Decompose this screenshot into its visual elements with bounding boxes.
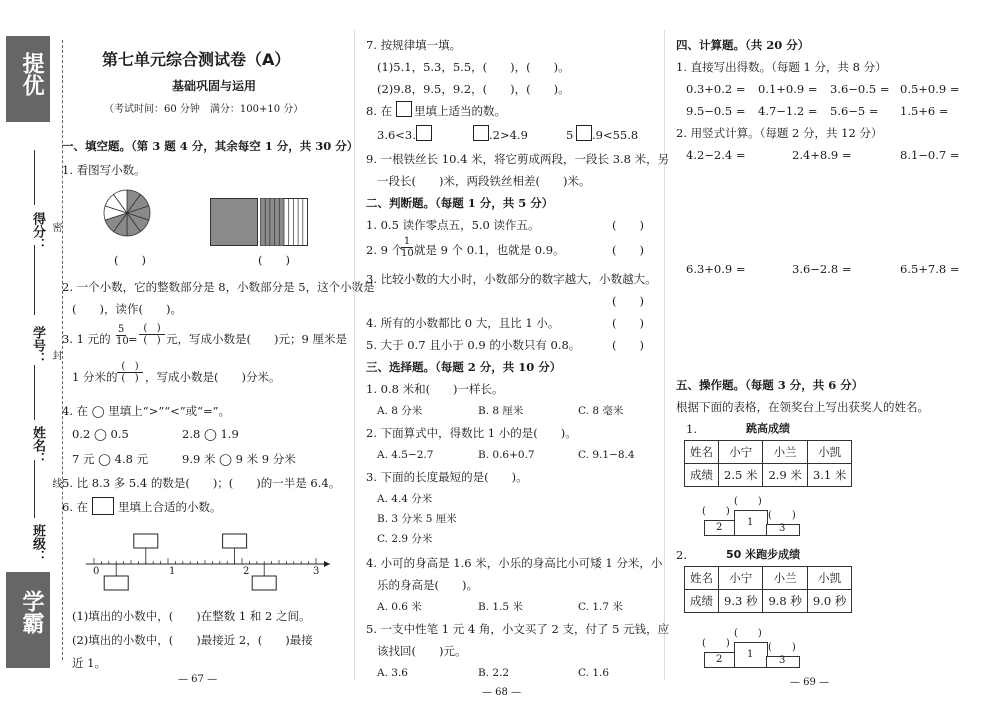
vertical-calc-item: 3.6−2.8 = [792,262,852,276]
choice-2-a: A. 4.5−2.7 [377,449,434,461]
axis-arrow [324,561,330,567]
choice-5-a: A. 3.6 [377,667,408,679]
podium-blank-3: ( ) [768,642,796,653]
question-7-1: (1)5.1，5.3，5.5，( )，( )。 [377,60,570,74]
podium-rank-1: 1 [747,517,754,528]
high-jump-table [684,440,852,487]
calc-2-heading: 2. 用竖式计算。（每题 2 分，共 12 分） [676,126,883,140]
fill-item-2: .2>4.9 [489,128,528,142]
answer-box [576,125,592,141]
podium-rank-1: 1 [747,649,754,660]
calc-item: 9.5−0.5 = [686,104,746,118]
calc-item: 0.5+0.9 = [900,82,960,96]
fraction-5-10: 5 10 [116,324,129,347]
choice-1-c: C. 8 毫米 [578,405,624,417]
calc-1-heading: 1. 直接写出得数。（每题 1 分，共 8 分） [676,60,887,74]
page-title: 第七单元综合测试卷（A） [102,50,291,69]
table-row: 成绩 2.5 米 2.9 米 3.1 米 [685,464,852,487]
question-9-line-2: 一段长( )米，两段铁丝相差( )米。 [377,174,591,188]
fill-item-3-a: 5 [566,128,574,142]
judge-4-paren: ( ) [612,316,644,330]
exam-meta: （考试时间：60 分钟 满分：100+10 分） [104,104,304,115]
podium-blank-1: ( ) [734,628,762,639]
name-field-label: 姓名： [30,426,45,465]
question-8-part-1: 8. 在 [366,104,393,118]
question-8-part-2: 里填上适当的数。 [414,104,506,118]
section-2-heading: 二、判断题。（每题 1 分，共 5 分） [366,196,554,210]
question-6-sub-1: (1)填出的小数中，( )在整数 1 和 2 之间。 [72,609,311,623]
answer-box [104,576,128,590]
judge-1-paren: ( ) [612,218,644,232]
vertical-calc-item: 2.4+8.9 = [792,148,852,162]
judge-2-b: 就是 9 个 0.1，也就是 0.9。 [414,243,565,257]
choice-3-a: A. 4.4 分米 [377,493,433,505]
choice-2: 2. 下面算式中，得数比 1 小的是( )。 [366,426,577,440]
calc-item: 4.7−1.2 = [758,104,818,118]
choice-2-b: B. 0.6+0.7 [478,449,535,461]
task-1-title: 跳高成绩 [746,422,790,435]
question-9-line-1: 9. 一根铁丝长 10.4 米，将它剪成两段，一段长 3.8 米，另 [366,152,670,166]
seal-mark: 密 [50,222,61,232]
question-6-sub-2: (2)填出的小数中，( )最接近 2，( )最接 [72,633,313,647]
answer-blank-1: ( ) [114,253,146,267]
answer-box [134,534,158,548]
section-4-heading: 四、计算题。（共 20 分） [676,38,810,52]
top-logo-text: 提优 [19,52,44,96]
seal-mark-3: 线 [50,478,61,488]
judge-3: 3. 比较小数的大小时，小数部分的数字越大，小数越大。 [366,272,657,286]
pie-figure [102,188,152,238]
compare-item-1: 0.2 ◯ 0.5 [72,427,129,441]
calc-item: 3.6−0.5 = [830,82,890,96]
judge-1: 1. 0.5 读作零点五，5.0 读作五。 [366,218,540,232]
podium-blank-2: ( ) [702,638,730,649]
question-6-sub-3: 近 1。 [72,656,106,670]
page-divider-2 [664,30,665,680]
page-number-69: — 69 — [790,677,830,688]
choice-4-line-2: 乐的身高是( )。 [377,578,478,592]
task-2-title: 50 米跑步成绩 [726,548,801,561]
number-line [86,532,336,592]
choice-5-line-1: 5. 一支中性笔 1 元 4 角，小文买了 2 支，付了 5 元钱，应 [366,622,670,636]
table-row: 姓名 小宁 小兰 小凯 [685,567,852,590]
square-figure-shaded [210,198,258,246]
section-3-heading: 三、选择题。（每题 2 分，共 10 分） [366,360,562,374]
question-3-part-3: 1 分米的 [72,370,118,384]
question-4: 4. 在 ◯ 里填上“>”“<”或“=”。 [62,404,230,418]
task-1-number: 1. [686,422,697,436]
answer-box [223,534,247,548]
vertical-calc-item: 6.3+0.9 = [686,262,746,276]
podium-rank-2: 2 [716,522,723,533]
binding-sidebar [0,0,62,707]
fill-item-1: 3.6<3. [377,128,416,142]
judge-5: 5. 大于 0.7 且小于 0.9 的小数只有 0.8。 [366,338,581,352]
vertical-calc-item: 4.2−2.4 = [686,148,746,162]
running-table [684,566,852,613]
choice-1-b: B. 8 厘米 [478,405,524,417]
student-id-field-label: 学号： [30,326,45,365]
fraction-blank: ( ) ( ) [139,323,165,346]
podium-blank-1: ( ) [734,496,762,507]
podium-rank-3: 3 [779,523,786,534]
question-2-line-1: 2. 一个小数，它的整数部分是 8，小数部分是 5，这个小数是 [62,280,375,294]
answer-box [252,576,276,590]
choice-4-a: A. 0.6 米 [377,601,422,613]
class-field-label: 班级： [30,524,45,563]
table-row: 成绩 9.3 秒 9.8 秒 9.0 秒 [685,590,852,613]
question-3-part-1: 3. 1 元的 [62,332,111,346]
page-number-68: — 68 — [482,687,522,698]
answer-blank-2: ( ) [258,253,290,267]
fill-item-3-b: .9<55.8 [592,128,639,142]
vertical-calc-item: 8.1−0.7 = [900,148,960,162]
question-5: 5. 比 8.3 多 5.4 的数是( )；( )的一半是 6.4。 [62,476,341,490]
question-3-part-2: 元，写成小数是( )元；9 厘米是 [166,332,347,346]
compare-item-2: 2.8 ◯ 1.9 [182,427,239,441]
table-row: 姓名 小宁 小兰 小凯 [685,441,852,464]
question-7: 7. 按规律填一填。 [366,38,462,52]
fraction-1-10: 1 10 [401,236,414,259]
calc-item: 0.1+0.9 = [758,82,818,96]
question-1: 1. 看图写小数。 [62,163,146,177]
choice-5-line-2: 该找回( )元。 [377,644,467,658]
choice-1: 1. 0.8 米和( )一样长。 [366,382,504,396]
axis-label-2: 2 [243,566,250,577]
answer-box [416,125,432,141]
judge-4: 4. 所有的小数都比 0 大，且比 1 小。 [366,316,560,330]
fraction-blank-2: ( ) ( ) [117,361,143,384]
question-6-part-2: 里填上合适的小数。 [118,500,222,514]
choice-4-c: C. 1.7 米 [578,601,623,613]
choice-4-b: B. 1.5 米 [478,601,523,613]
question-6-part-1: 6. 在 [62,500,89,514]
page-divider [354,30,355,680]
choice-5-c: C. 1.6 [578,667,610,679]
podium-blank-3: ( ) [768,510,796,521]
podium-rank-2: 2 [716,654,723,665]
compare-item-3: 7 元 ◯ 4.8 元 [72,452,149,466]
choice-4-line-1: 4. 小可的身高是 1.6 米，小乐的身高比小可矮 1 分米，小 [366,556,663,570]
section-5-description: 根据下面的表格，在领奖台上写出获奖人的姓名。 [676,400,929,414]
judge-2-paren: ( ) [612,243,644,257]
question-2-line-2: ( )，读作( )。 [72,302,182,316]
choice-3-c: C. 2.9 分米 [377,533,433,545]
calc-item: 0.3+0.2 = [686,82,746,96]
judge-5-paren: ( ) [612,338,644,352]
axis-label-0: 0 [93,566,100,577]
judge-2-a: 2. 9 个 [366,243,404,257]
answer-box [473,125,489,141]
calc-item: 1.5+6 = [900,104,949,118]
axis-label-1: 1 [169,566,176,577]
choice-1-a: A. 8 分米 [377,405,423,417]
page-number-67: — 67 — [178,674,218,685]
vertical-calc-item: 6.5+7.8 = [900,262,960,276]
choice-5-b: B. 2.2 [478,667,510,679]
page-subtitle: 基础巩固与运用 [172,79,257,93]
axis-label-3: 3 [313,566,320,577]
striped-square-figure [260,198,308,246]
answer-box [92,497,114,515]
podium-rank-3: 3 [779,655,786,666]
choice-3: 3. 下面的长度最短的是( )。 [366,470,528,484]
answer-box [396,101,412,117]
choice-3-b: B. 3 分米 5 厘米 [377,513,457,525]
choice-2-c: C. 9.1−8.4 [578,449,635,461]
compare-item-4: 9.9 米 ◯ 9 米 9 分米 [182,452,296,466]
score-field-label: 得分： [30,212,45,251]
question-3-part-4: ，写成小数是( )分米。 [145,370,281,384]
calc-item: 5.6−5 = [830,104,879,118]
seal-mark-2: 封 [50,350,61,360]
judge-3-paren: ( ) [612,294,644,308]
question-7-2: (2)9.8，9.5，9.2，( )，( )。 [377,82,570,96]
section-5-heading: 五、操作题。（每题 3 分，共 6 分） [676,378,864,392]
podium-blank-2: ( ) [702,506,730,517]
section-1-heading: 一、填空题。（第 3 题 4 分，其余每空 1 分，共 30 分） [62,139,359,153]
task-2-number: 2. [676,548,687,562]
bottom-logo-text: 学霸 [19,590,44,634]
